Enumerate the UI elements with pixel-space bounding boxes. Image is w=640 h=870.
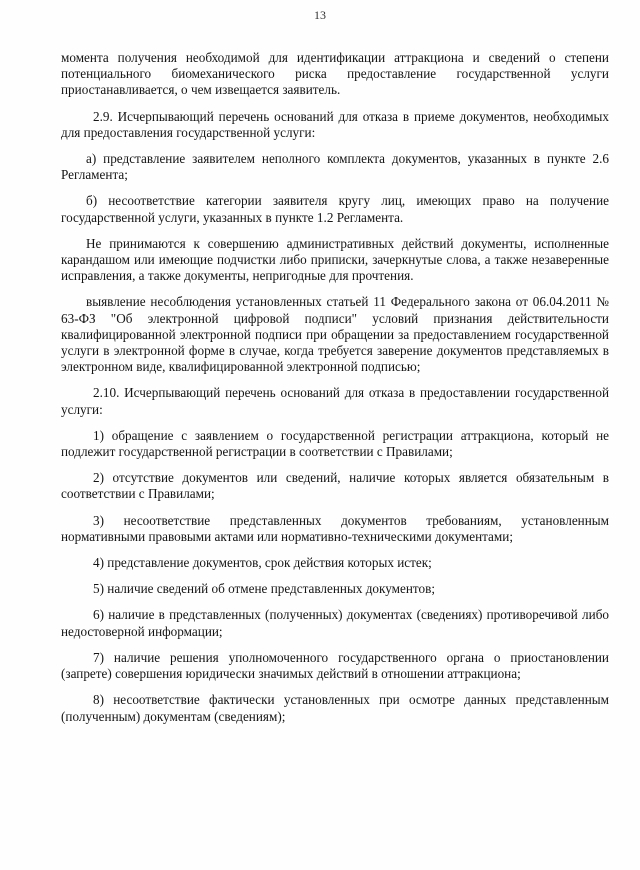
paragraph-2-10-item-6: 6) наличие в представленных (полученных) документах (сведениях) противоречивой либо недостоверной информации;: [61, 607, 609, 639]
paragraph-2-10-item-8: 8) несоответствие фактически установленных при осмотре данных представленным (полученным) документам (сведениям);: [61, 692, 609, 724]
paragraph-2-9-heading: 2.9. Исчерпывающий перечень оснований для отказа в приеме документов, необходимых для предоставления государственной услуги:: [61, 108, 609, 140]
paragraph-signature-check: выявление несоблюдения установленных статьей 11 Федерального закона от 06.04.2011 № 63-ФЗ "Об электронной цифровой подписи" условий признания действительности квалифицированной электронной подписи при обращении за предоставлением государственной услуги в электронной форме в случае, когда требуется заверение документов представляемых в электронном виде, квалифицированной электронной подписью;: [61, 294, 609, 375]
paragraph-2-10-item-7: 7) наличие решения уполномоченного государственного органа о приостановлении (запрете) совершения юридически значимых действий в отношении аттракциона;: [61, 649, 609, 682]
paragraph-2-10-item-3: 3) несоответствие представленных документов требованиям, установленным нормативными правовыми актами или нормативно-техническими документами;: [61, 512, 609, 544]
page-number: 13: [314, 8, 326, 22]
paragraph-2-10-heading: 2.10. Исчерпывающий перечень оснований для отказа в предоставлении государственной услуги:: [61, 385, 609, 417]
paragraph-2-10-item-5: 5) наличие сведений об отмене представленных документов;: [93, 581, 435, 597]
paragraph-continuation: момента получения необходимой для идентификации аттракциона и сведений о степени потенциального биомеханического риска предоставление государственной услуги приостанавливается, о чем извещается заявитель.: [61, 50, 609, 98]
paragraph-not-accepted: Не принимаются к совершению административных действий документы, исполненные карандашом или имеющие подчистки либо приписки, зачеркнутые слова, а также незаверенные исправления, а также документы, непригодные для прочтения.: [61, 235, 609, 284]
paragraph-2-10-item-1: 1) обращение с заявлением о государственной регистрации аттракциона, который не подлежит государственной регистрации в соответствии с Правилами;: [61, 427, 609, 460]
paragraph-2-10-item-2: 2) отсутствие документов или сведений, наличие которых является обязательным в соответствии с Правилами;: [61, 470, 609, 502]
paragraph-2-9-b: б) несоответствие категории заявителя кругу лиц, имеющих право на получение государственной услуги, указанных в пункте 1.2 Регламента.: [61, 193, 609, 225]
paragraph-2-9-a: а) представление заявителем неполного комплекта документов, указанных в пункте 2.6 Регламента;: [61, 151, 609, 183]
document-body: [61, 50, 609, 735]
paragraph-2-10-item-4: 4) представление документов, срок действия которых истек;: [93, 555, 432, 571]
